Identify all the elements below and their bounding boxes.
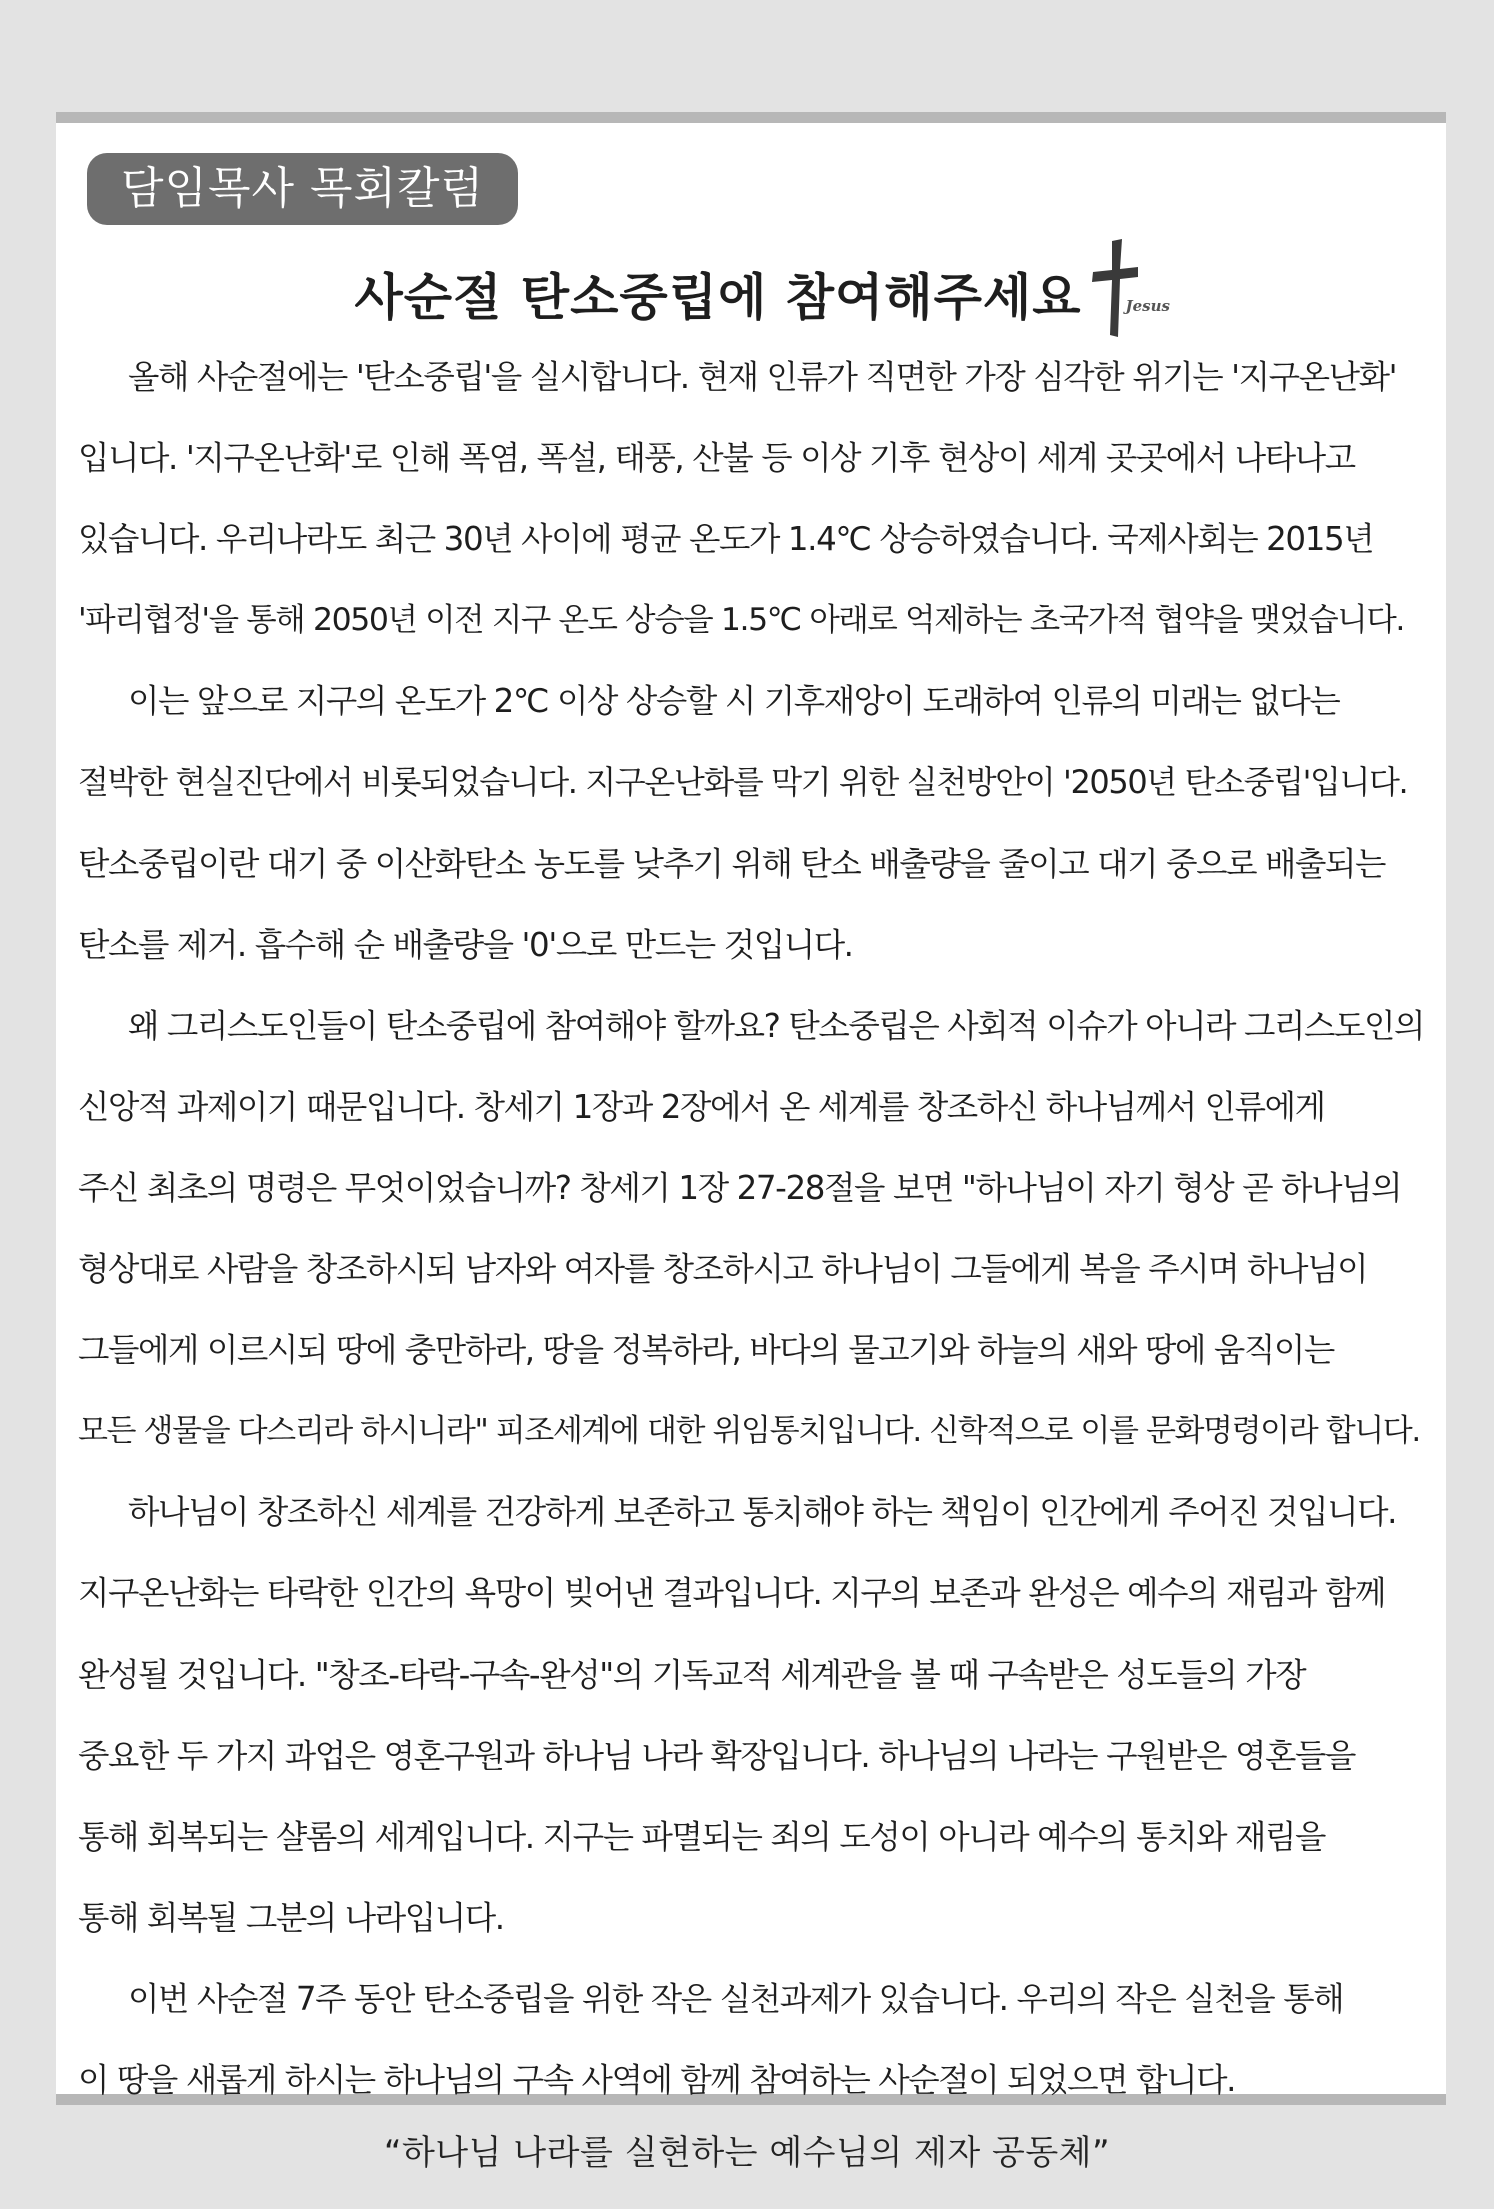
- cross-icon: [1088, 239, 1148, 339]
- body-line: 지구온난화는 타락한 인간의 욕망이 빚어낸 결과입니다. 지구의 보존과 완성은 예수의 재림과 함께: [78, 1574, 1385, 1613]
- body-line: 형상대로 사람을 창조하시되 남자와 여자를 창조하시고 하나님이 그들에게 복을 주시며 하나님이: [78, 1250, 1368, 1289]
- body-line: 탄소중립이란 대기 중 이산화탄소 농도를 낮추기 위해 탄소 배출량을 줄이고 대기 중으로 배출되는: [78, 844, 1385, 883]
- article-headline: [56, 251, 1446, 331]
- article-body: [78, 337, 1424, 2121]
- column-page: [56, 112, 1446, 2105]
- body-line: 왜 그리스도인들이 탄소중립에 참여해야 할까요? 탄소중립은 사회적 이슈가 아니라 그리스도인의: [128, 1006, 1424, 1045]
- column-label-badge: 담임목사 목회칼럼: [87, 153, 518, 225]
- body-line: 주신 최초의 명령은 무엇이었습니까? 창세기 1장 27-28절을 보면 "하나님이 자기 형상 곧 하나님의: [78, 1168, 1402, 1207]
- body-line: 이번 사순절 7주 동안 탄소중립을 위한 작은 실천과제가 있습니다. 우리의 작은 실천을 통해: [128, 1979, 1344, 2018]
- jesus-logo-word: Jesus: [1125, 297, 1170, 315]
- body-line: 있습니다. 우리나라도 최근 30년 사이에 평균 온도가 1.4℃ 상승하였습니다. 국제사회는 2015년: [78, 520, 1374, 559]
- body-line: 신앙적 과제이기 때문입니다. 창세기 1장과 2장에서 온 세계를 창조하신 하나님께서 인류에게: [78, 1087, 1325, 1126]
- body-line: 이는 앞으로 지구의 온도가 2℃ 이상 상승할 시 기후재앙이 도래하여 인류의 미래는 없다는: [128, 682, 1340, 721]
- body-line: 통해 회복될 그분의 나라입니다.: [78, 1898, 504, 1937]
- body-line: 하나님이 창조하신 세계를 건강하게 보존하고 통치해야 하는 책임이 인간에게 주어진 것입니다.: [128, 1493, 1397, 1532]
- body-line: 올해 사순절에는 '탄소중립'을 실시합니다. 현재 인류가 직면한 가장 심각한 위기는 '지구온난화': [128, 358, 1397, 396]
- body-line: 완성될 것입니다. "창조-타락-구속-완성"의 기독교적 세계관을 볼 때 구속받은 성도들의 가장: [78, 1655, 1306, 1694]
- body-line: 탄소를 제거. 흡수해 순 배출량을 '0'으로 만드는 것입니다.: [78, 925, 853, 964]
- jesus-cross-logo: [1088, 239, 1170, 339]
- footer-motto: “하나님 나라를 실현하는 예수님의 제자 공동체”: [383, 2133, 1111, 2173]
- body-line: 그들에게 이르시되 땅에 충만하라, 땅을 정복하라, 바다의 물고기와 하늘의 새와 땅에 움직이는: [78, 1331, 1334, 1370]
- body-line: 입니다. '지구온난화'로 인해 폭염, 폭설, 태풍, 산불 등 이상 기후 현상이 세계 곳곳에서 나타나고: [78, 439, 1355, 478]
- body-line: 이 땅을 새롭게 하시는 하나님의 구속 사역에 함께 참여하는 사순절이 되었으면 합니다.: [78, 2060, 1235, 2099]
- body-line: '파리협정'을 통해 2050년 이전 지구 온도 상승을 1.5℃ 아래로 억제하는 초국가적 협약을 맺었습니다.: [78, 602, 1404, 639]
- body-line: 모든 생물을 다스리라 하시니라" 피조세계에 대한 위임통치입니다. 신학적으로 이를 문화명령이라 합니다.: [78, 1413, 1420, 1450]
- body-line: 절박한 현실진단에서 비롯되었습니다. 지구온난화를 막기 위한 실천방안이 '2050년 탄소중립'입니다.: [78, 763, 1408, 802]
- body-line: 중요한 두 가지 과업은 영혼구원과 하나님 나라 확장입니다. 하나님의 나라는 구원받은 영혼들을: [78, 1736, 1355, 1775]
- headline-text: 사순절 탄소중립에 참여해주세요: [354, 268, 1082, 327]
- body-line: 통해 회복되는 샬롬의 세계입니다. 지구는 파멸되는 죄의 도성이 아니라 예수의 통치와 재림을: [78, 1817, 1325, 1856]
